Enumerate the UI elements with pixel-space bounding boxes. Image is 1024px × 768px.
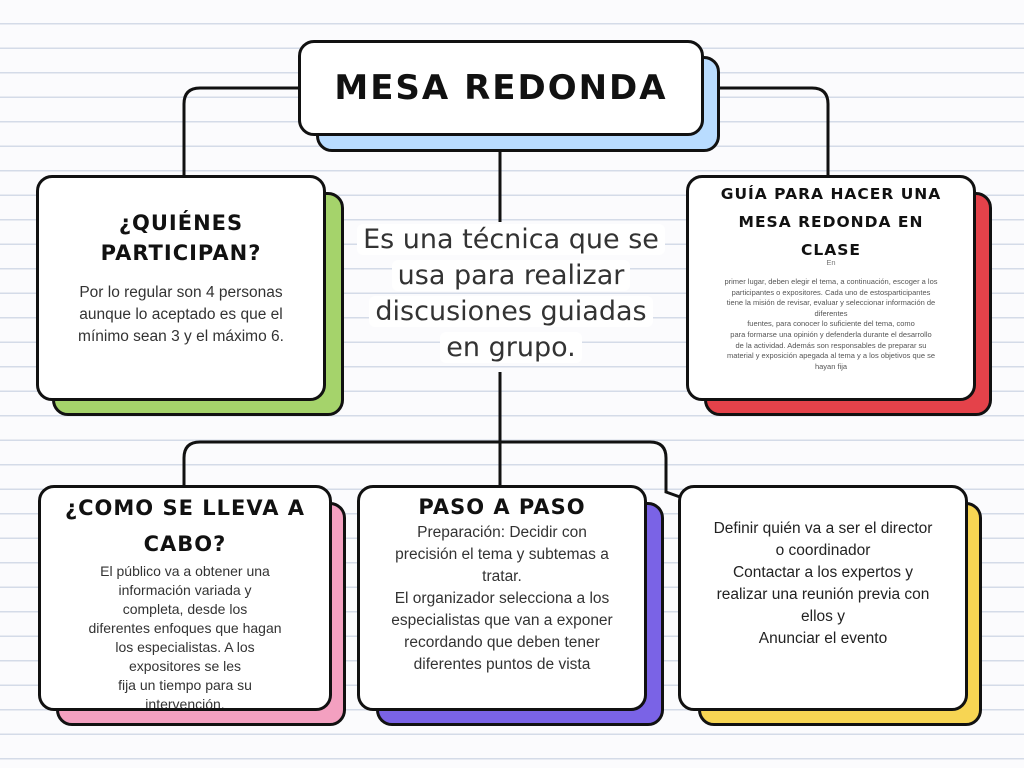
how-line: información variada y bbox=[118, 582, 252, 598]
guide-title-line: MESA REDONDA EN bbox=[738, 213, 924, 231]
guide-line: participantes o expositores. Cada uno de estosparticipantes bbox=[731, 287, 931, 297]
steps-line: tratar. bbox=[482, 568, 522, 585]
how-line: El público va a obtener una bbox=[100, 563, 270, 579]
participants-card bbox=[36, 175, 326, 401]
steps-line: especialistas que van a exponer bbox=[391, 612, 613, 629]
connector-main-right bbox=[704, 88, 828, 178]
guide-line: fuentes, para conocer lo suficiente del tema, como bbox=[747, 319, 915, 329]
guide-title-line: GUÍA PARA HACER UNA bbox=[720, 185, 942, 203]
definition-line: Es una técnica que se bbox=[357, 224, 665, 255]
steps-line: diferentes puntos de vista bbox=[413, 656, 591, 673]
guide-line: para formarse una opinión y defenderla durante el desarrollo bbox=[730, 329, 932, 339]
steps-line: recordando que deben tener bbox=[404, 634, 600, 651]
define-line: Contactar a los expertos y bbox=[732, 564, 914, 581]
definition-text bbox=[352, 222, 670, 366]
how-title-line: ¿COMO SE LLEVA A bbox=[64, 496, 306, 520]
define-line: o coordinador bbox=[775, 542, 871, 559]
steps-body bbox=[366, 522, 638, 676]
how-line: completa, desde los bbox=[122, 601, 248, 617]
participants-line: mínimo sean 3 y el máximo 6. bbox=[78, 328, 284, 345]
connector-bottom-left bbox=[184, 442, 500, 488]
guide-line: primer lugar, deben elegir el tema, a continuación, escoger a los bbox=[724, 277, 938, 286]
guide-line: material y exposición apegada al tema y a los objetivos que se bbox=[726, 351, 936, 361]
guide-title-line: CLASE bbox=[801, 241, 861, 259]
main-title: MESA REDONDA bbox=[334, 68, 668, 108]
how-card bbox=[38, 485, 332, 711]
define-card bbox=[678, 485, 968, 711]
connector-main-left bbox=[184, 88, 298, 178]
how-line: intervención. bbox=[145, 696, 225, 711]
guide-line: de la actividad. Además son responsables de preparar su bbox=[735, 340, 927, 350]
participants-body bbox=[45, 282, 317, 348]
how-line: fija un tiempo para su bbox=[118, 677, 252, 693]
participants-title: ¿QUIÉNES PARTICIPAN? bbox=[100, 211, 262, 265]
steps-line: precisión el tema y subtemas a bbox=[395, 546, 609, 563]
definition-line: discusiones guiadas bbox=[369, 296, 652, 327]
guide-card bbox=[686, 175, 976, 401]
how-line: diferentes enfoques que hagan bbox=[88, 620, 282, 636]
how-title bbox=[47, 490, 323, 562]
how-title-line: CABO? bbox=[143, 532, 227, 556]
main-title-card bbox=[298, 40, 704, 136]
define-line: Definir quién va a ser el director bbox=[713, 520, 933, 537]
how-line: los especialistas. A los bbox=[115, 639, 255, 655]
steps-line: Preparación: Decidir con bbox=[417, 524, 587, 541]
guide-en-word: En bbox=[826, 258, 836, 267]
define-line: Anunciar el evento bbox=[758, 630, 888, 647]
definition-line: en grupo. bbox=[440, 332, 581, 363]
guide-title bbox=[695, 180, 967, 264]
guide-line: hayan fija bbox=[814, 361, 848, 371]
define-body bbox=[685, 518, 961, 650]
how-body bbox=[47, 562, 323, 711]
how-line: expositores se les bbox=[128, 658, 242, 674]
steps-title: PASO A PASO bbox=[418, 495, 586, 519]
steps-card bbox=[357, 485, 647, 711]
steps-line: El organizador selecciona a los bbox=[394, 590, 610, 607]
participants-line: Por lo regular son 4 personas bbox=[79, 284, 283, 301]
guide-body bbox=[695, 277, 967, 372]
guide-line: diferentes bbox=[814, 308, 848, 318]
participants-line: aunque lo aceptado es que el bbox=[79, 306, 283, 323]
guide-line: tiene la misión de revisar, evaluar y seleccionar información de bbox=[726, 298, 936, 308]
define-line: realizar una reunión previa con bbox=[716, 586, 930, 603]
definition-line: usa para realizar bbox=[392, 260, 631, 291]
define-line: ellos y bbox=[801, 608, 845, 625]
